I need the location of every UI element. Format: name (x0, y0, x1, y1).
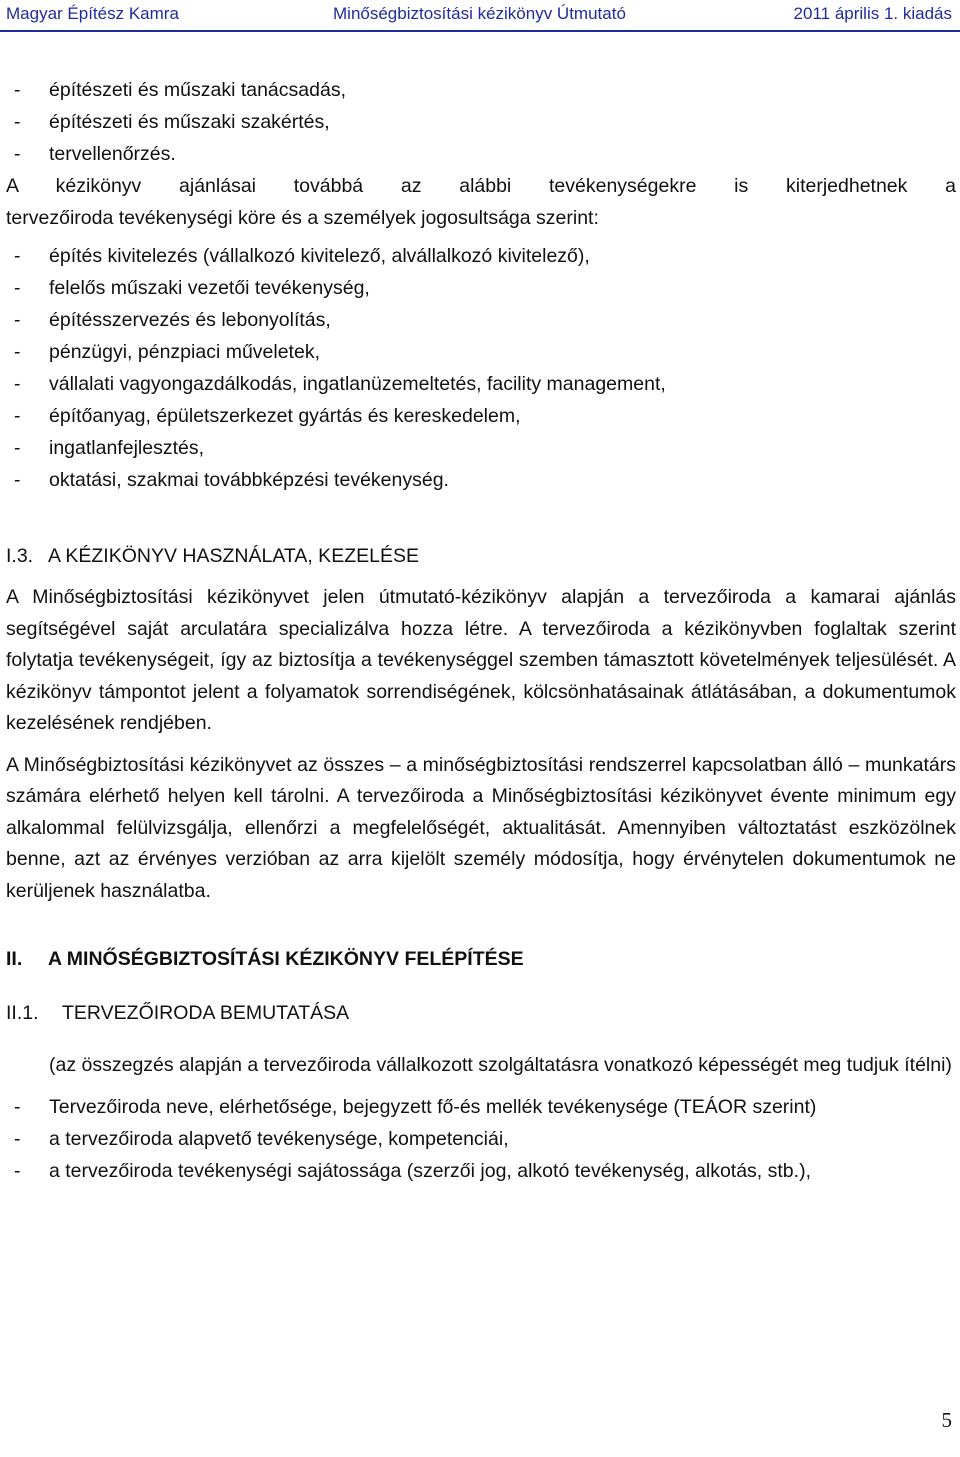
header-organization: Magyar Építész Kamra (6, 4, 179, 23)
services-list (6, 74, 956, 170)
page-number: 5 (941, 1408, 952, 1432)
section-heading-i3: I.3. A KÉZIKÖNYV HASZNÁLATA, KEZELÉSE (6, 545, 419, 567)
extended-activities-list (6, 240, 956, 496)
list-item: - tervellenőrzés. (14, 143, 176, 165)
list-item: - a tervezőiroda tevékenységi sajátossága (szerzői jog, alkotó tevékenység, alkotás, stb.), (14, 1160, 811, 1182)
list-item: - pénzügyi, pénzpiaci műveletek, (14, 341, 320, 363)
section-heading-ii1: II.1. TERVEZŐIRODA BEMUTATÁSA (6, 1002, 350, 1024)
page-body (6, 74, 956, 1187)
list-item: - Tervezőiroda neve, elérhetősége, bejegyzett fő-és mellék tevékenysége (TEÁOR szerint) (14, 1096, 817, 1118)
intro-paragraph: A kézikönyv ajánlásai továbbá az alábbi tevékenységekre is kiterjedhetnek a tervezőiroda tevékenységi köre és a személyek jogosultsága szerint: (6, 175, 956, 229)
list-item: - építőanyag, épületszerkezet gyártás és kereskedelem, (14, 405, 521, 427)
list-item: - építés kivitelezés (vállalkozó kivitelező, alvállalkozó kivitelező), (14, 245, 590, 267)
section-heading-ii: II. A MINŐSÉGBIZTOSÍTÁSI KÉZIKÖNYV FELÉPÍTÉSE (6, 948, 524, 970)
list-item: - ingatlanfejlesztés, (14, 437, 205, 459)
list-item: - építészeti és műszaki tanácsadás, (14, 79, 346, 101)
list-item: - építészeti és műszaki szakértés, (14, 111, 330, 133)
page-header (0, 0, 960, 32)
paragraph-storage: A Minőségbiztosítási kézikönyvet az összes – a minőségbiztosítási rendszerrel kapcsolatban álló – munkatárs számára elérhető helyen kell tárolni. A tervezőiroda a Minőségbiztosítási kézikönyvet évente minimum egy alkalommal felülvizsgálja, ellenőrzi a megfelelőségét, aktualitását. Amennyiben változtatást eszközölnek benne, azt az érvényes verzióban az arra kijelölt személy módosítja, hogy érvénytelen dokumentumok ne kerüljenek használatba. (6, 753, 956, 902)
section-note: (az összegzés alapján a tervezőiroda vállalkozott szolgáltatásra vonatkozó képességét meg tudjuk ítélni) (49, 1054, 952, 1076)
list-item: - vállalati vagyongazdálkodás, ingatlanüzemeltetés, facility management, (14, 373, 666, 395)
list-item: - felelős műszaki vezetői tevékenység, (14, 277, 370, 299)
list-item: - oktatási, szakmai továbbképzési tevékenység. (14, 469, 449, 491)
paragraph-usage: A Minőségbiztosítási kézikönyvet jelen útmutató-kézikönyv alapján a tervezőiroda a kamarai ajánlás segítségével saját arculatára specializálva hozza létre. A tervezőiroda a kézikönyvben foglaltak szerint folytatja tevékenységeit, így az biztosítja a tevékenységgel szemben támasztott követelmények teljesülését. A kézikönyv támpontot jelent a folyamatok sorrendiségének, kölcsönhatásainak átlátásában, a dokumentumok kezelésének rendjében. (6, 586, 956, 734)
office-details-list (6, 1091, 956, 1187)
list-item: - építésszervezés és lebonyolítás, (14, 309, 331, 331)
header-edition: 2011 április 1. kiadás (793, 4, 952, 23)
list-item: - a tervezőiroda alapvető tevékenysége, kompetenciái, (14, 1128, 509, 1150)
header-document-title: Minőségbiztosítási kézikönyv Útmutató (333, 4, 626, 23)
